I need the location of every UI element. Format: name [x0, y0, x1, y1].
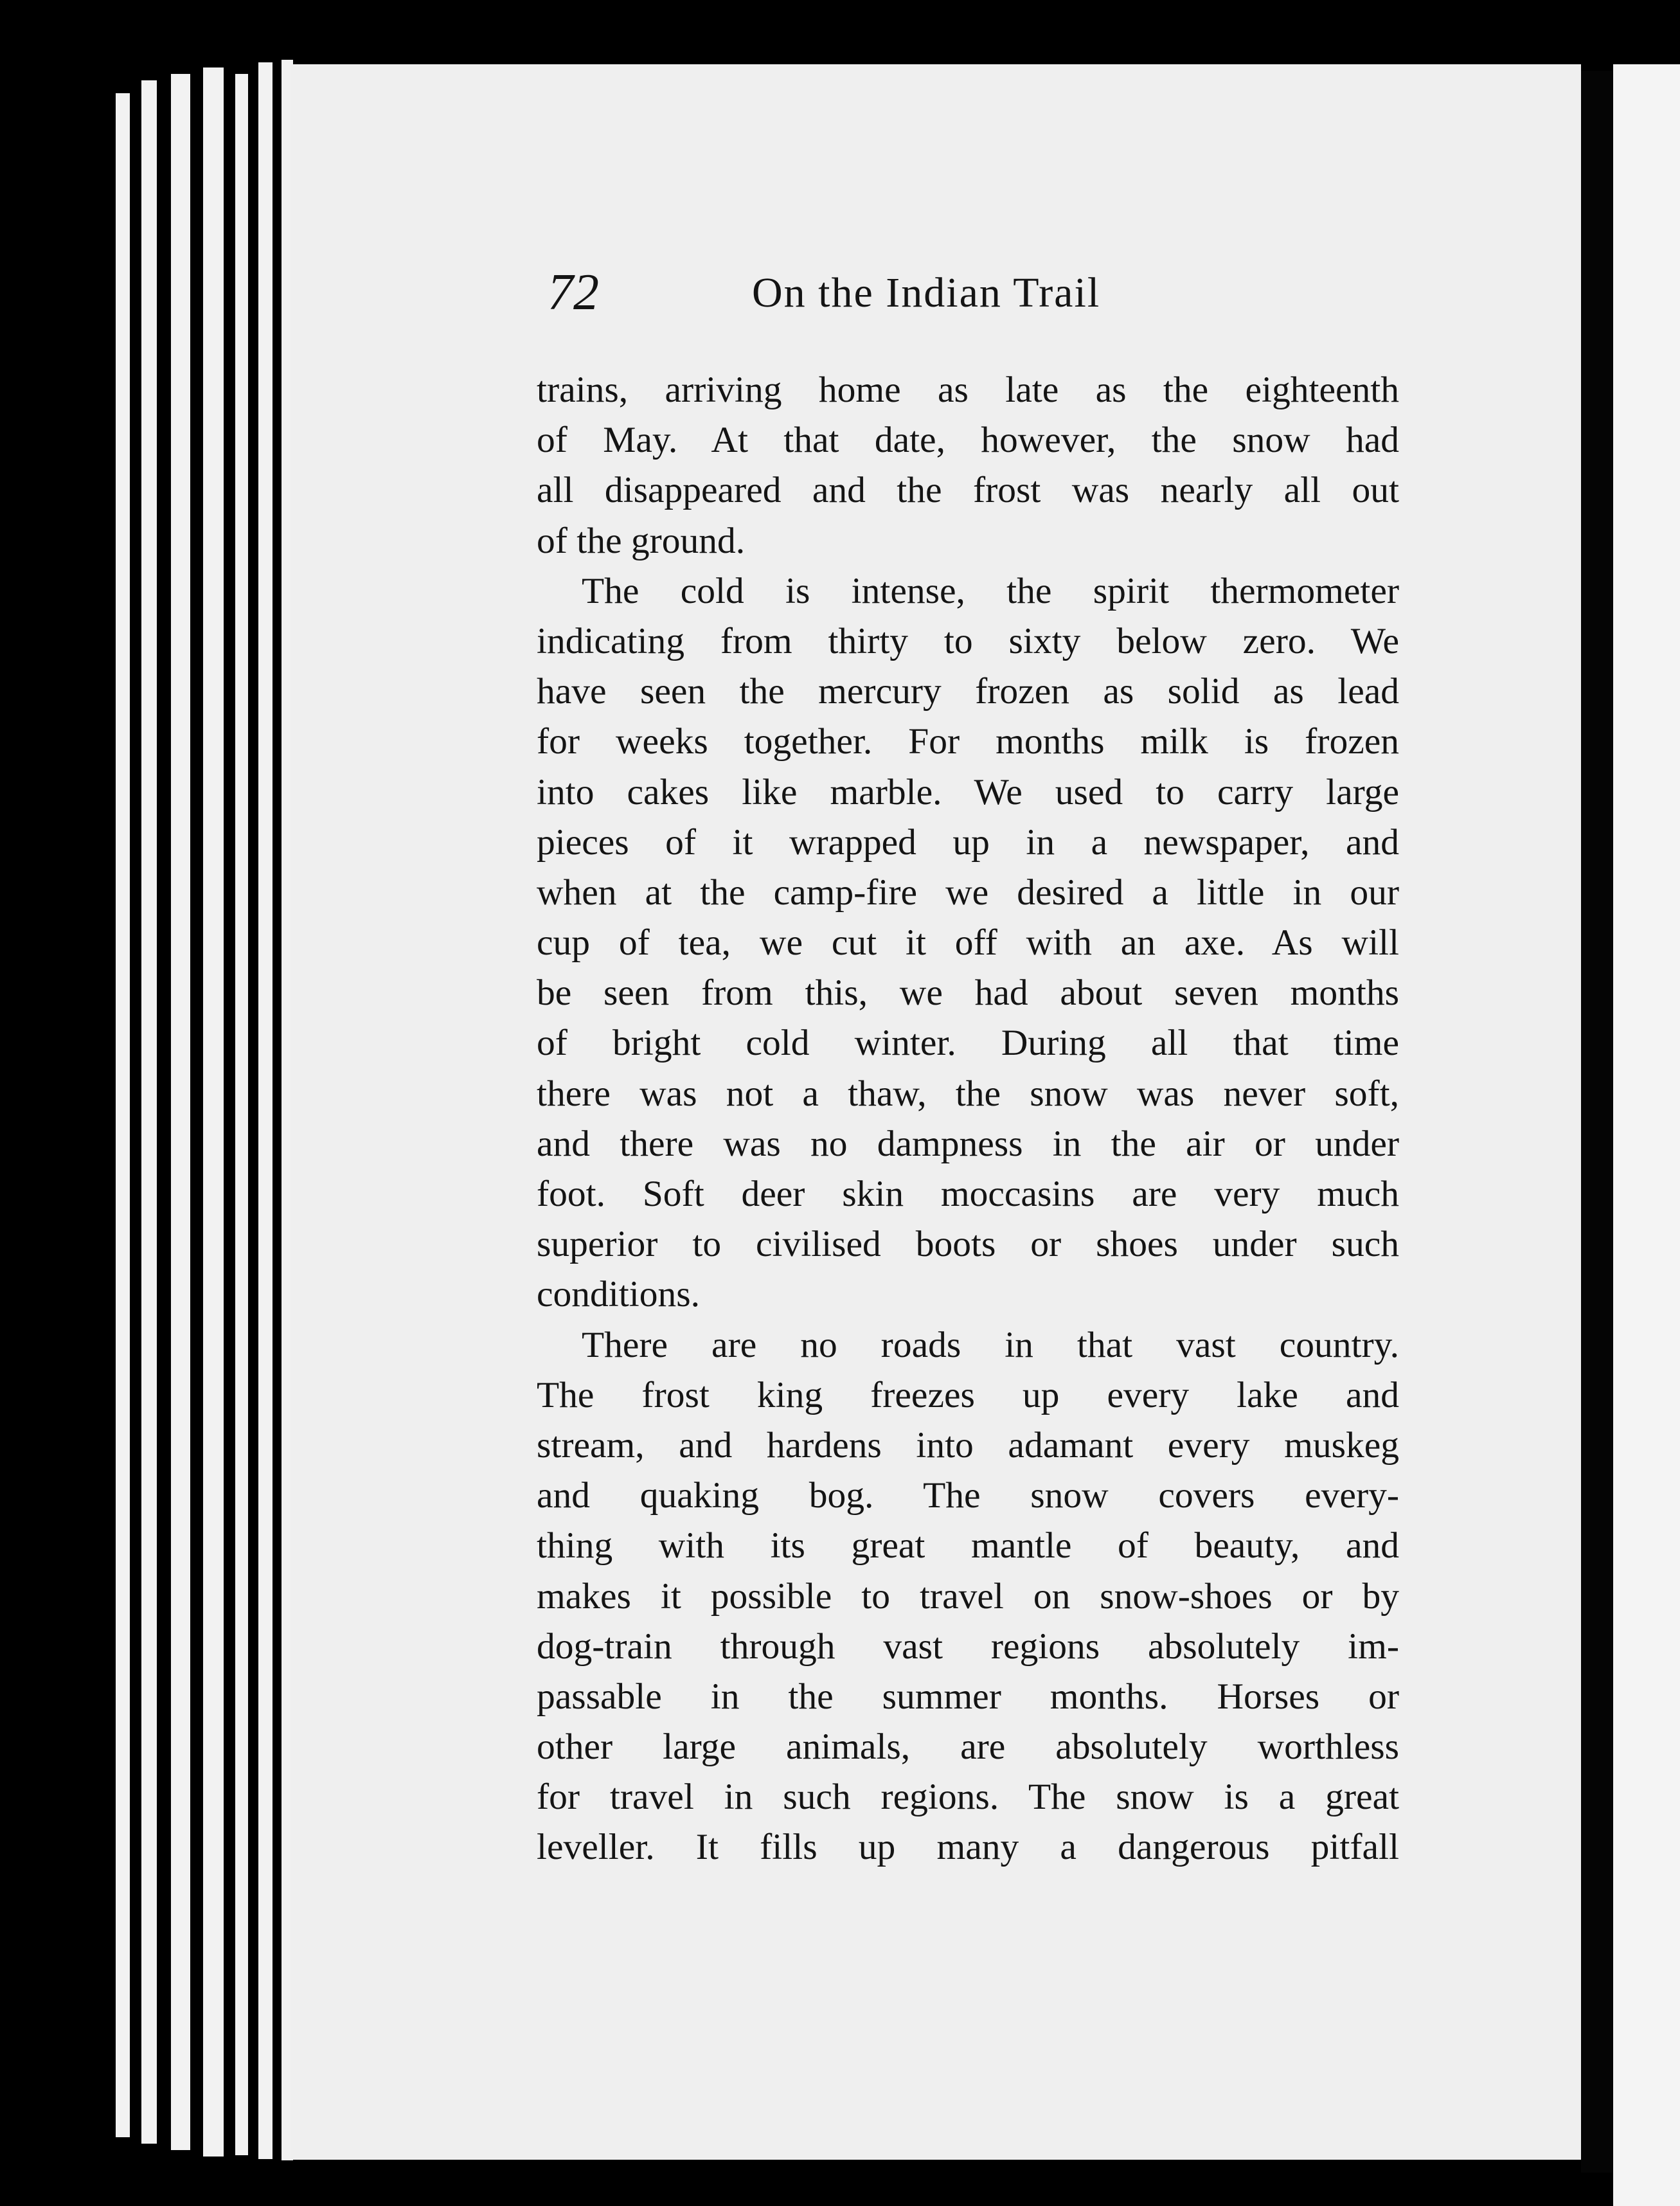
text-line: The frost king freezes up every lake and [537, 1374, 1399, 1415]
page-edge [116, 93, 130, 2137]
text-line: when at the camp-fire we desired a little in our [537, 872, 1399, 913]
text-line: cup of tea, we cut it off with an axe. As will [537, 922, 1399, 964]
text-line: be seen from this, we had about seven months [537, 973, 1399, 1014]
facing-page-edge [1613, 64, 1680, 2206]
text-line: There are no roads in that vast country. [582, 1324, 1399, 1365]
page-number: 72 [548, 264, 599, 321]
text-line: and there was no dampness in the air or under [537, 1123, 1399, 1164]
text-line: for weeks together. For months milk is frozen [537, 721, 1399, 762]
text-line: there was not a thaw, the snow was never soft, [537, 1073, 1399, 1114]
page-edge [141, 80, 157, 2144]
text-line: into cakes like marble. We used to carry large [537, 771, 1399, 812]
running-title: On the Indian Trail [752, 269, 1101, 316]
book-gutter [1581, 71, 1613, 2173]
text-line: of bright cold winter. During all that time [537, 1023, 1399, 1064]
body-text [537, 365, 1399, 1873]
text-line: trains, arriving home as late as the eighteenth [537, 370, 1399, 410]
stacked-page-edges [90, 55, 296, 2163]
page-edge [258, 62, 273, 2159]
text-line: conditions. [537, 1274, 700, 1315]
text-line: other large animals, are absolutely worthless [537, 1726, 1399, 1768]
text-line: and quaking bog. The snow covers every- [537, 1475, 1399, 1516]
page-edge [171, 74, 190, 2150]
page-edge [235, 74, 248, 2155]
text-line: foot. Soft deer skin moccasins are very much [537, 1174, 1399, 1214]
text-line: have seen the mercury frozen as solid as lead [537, 671, 1399, 712]
running-head [548, 264, 1190, 334]
text-line: stream, and hardens into adamant every muskeg [537, 1424, 1399, 1466]
text-line: makes it possible to travel on snow-shoes or by [537, 1575, 1399, 1617]
text-line: The cold is intense, the spirit thermometer [582, 570, 1399, 611]
text-line: leveller. It fills up many a dangerous pitfall [537, 1827, 1399, 1868]
text-line: thing with its great mantle of beauty, and [537, 1525, 1399, 1566]
page-edge [203, 67, 224, 2157]
text-line: superior to civilised boots or shoes under such [537, 1224, 1399, 1265]
text-line: dog-train through vast regions absolutely im- [537, 1626, 1399, 1667]
text-line: of May. At that date, however, the snow had [537, 420, 1399, 461]
text-line: for travel in such regions. The snow is a great [537, 1777, 1399, 1818]
text-line: passable in the summer months. Horses or [537, 1676, 1399, 1717]
text-line: of the ground. [537, 520, 746, 561]
text-line: all disappeared and the frost was nearly all out [537, 470, 1399, 511]
text-line: pieces of it wrapped up in a newspaper, and [537, 821, 1399, 863]
text-line: indicating from thirty to sixty below zero. We [537, 620, 1399, 661]
